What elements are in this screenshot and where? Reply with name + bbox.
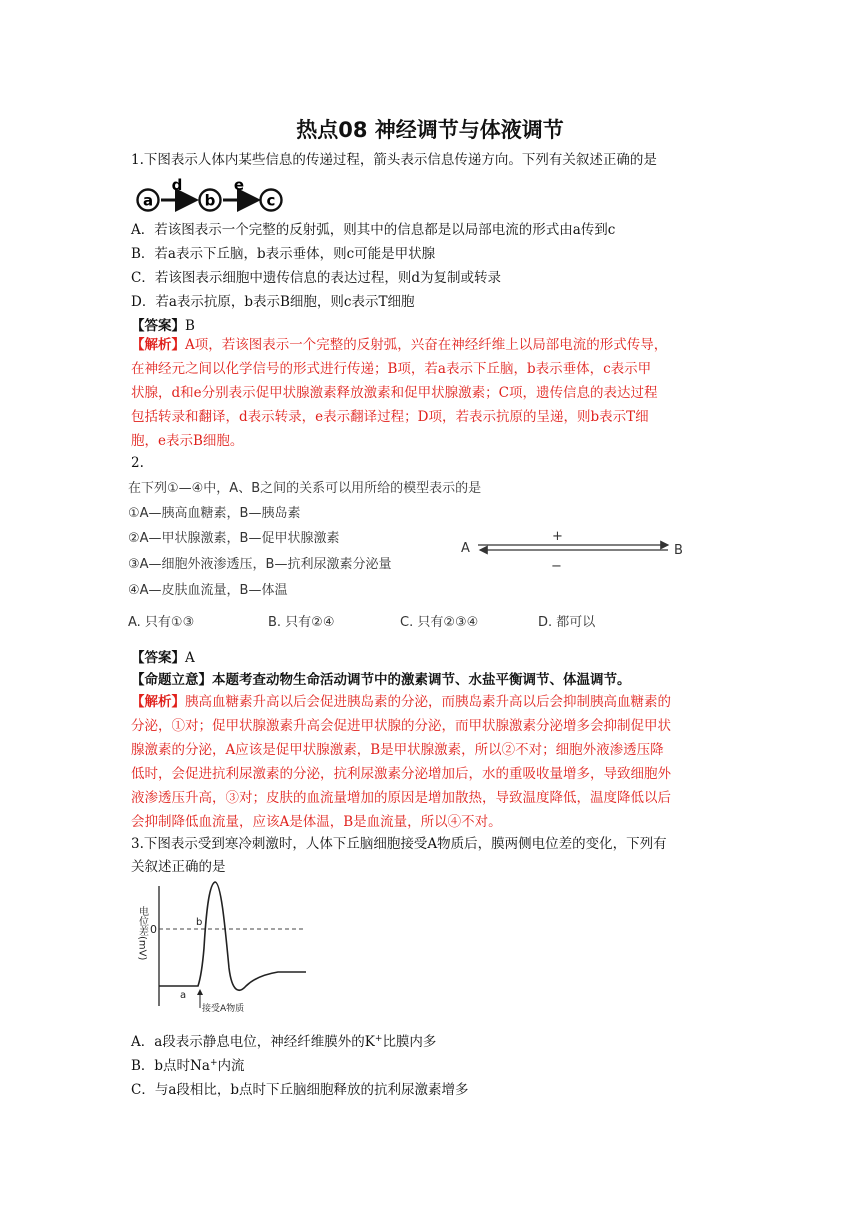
answer-label: 【答案】 [131, 318, 185, 334]
q1-option-b: B．若a表示下丘脑，b表示垂体，则c可能是甲状腺 [131, 246, 436, 262]
node-b: b [204, 191, 216, 210]
scan-item: ④A—皮肤血流量，B—体温 [128, 583, 288, 598]
model-label-b: B [674, 543, 683, 558]
point-b-label: b [196, 917, 203, 928]
stimulus-label: 接受A物质 [202, 1004, 245, 1014]
q3-potential-graph [128, 876, 313, 1016]
answer-value: B [185, 318, 195, 334]
scan-item: ③A—细胞外液渗透压，B—抗利尿激素分泌量 [128, 557, 392, 572]
scan-choice: D. 都可以 [538, 615, 596, 630]
point-a-label: a [180, 990, 187, 1001]
node-a: a [142, 191, 154, 210]
q1-analysis-line: 状腺，d和e分别表示促甲状腺激素释放激素和促甲状腺激素；C项，遗传信息的表达过程 [131, 385, 658, 401]
q1-analysis-line: 胞，e表示B细胞。 [131, 433, 244, 449]
q1-option-a: A．若该图表示一个完整的反射弧，则其中的信息都是以局部电流的形式由a传到c [131, 222, 616, 238]
answer-label: 【答案】 [131, 650, 185, 666]
q2-analysis-line: 液渗透压升高，③对；皮肤的血流量增加的原因是增加散热，导致温度降低，温度降低以后 [131, 790, 671, 806]
q2-intent: 【命题立意】本题考查动物生命活动调节中的激素调节、水盐平衡调节、体温调节。 [131, 672, 631, 688]
q2-number: 2. [131, 455, 144, 471]
scan-choice: A. 只有①③ [128, 615, 195, 630]
model-plus: + [552, 529, 563, 544]
q1-diagram [131, 176, 291, 212]
q1-analysis-line: 【解析】A项，若该图表示一个完整的反射弧，兴奋在神经纤维上以局部电流的形式传导， [131, 337, 668, 353]
answer-value: A [185, 650, 195, 666]
potential-curve [159, 882, 306, 990]
q3-stem: 关叙述正确的是 [131, 859, 226, 875]
q2-analysis-line: 低时，会促进抗利尿激素的分泌，抗利尿激素分泌增加后，水的重吸收量增多，导致细胞外 [131, 766, 671, 782]
node-c: c [266, 191, 276, 210]
q1-option-d: D．若a表示抗原，b表示B细胞，则c表示T细胞 [131, 294, 415, 310]
arrow-label-d: d [171, 176, 183, 194]
q1-analysis-line: 在神经元之间以化学信号的形式进行传递；B项，若a表示下丘脑，b表示垂体，c表示甲 [131, 361, 652, 377]
q2-analysis-line: 【解析】胰高血糖素升高以后会促进胰岛素的分泌，而胰岛素升高以后会抑制胰高血糖素的 [131, 694, 671, 710]
analysis-label: 【解析】 [131, 337, 185, 353]
analysis-label: 【解析】 [131, 694, 185, 710]
scan-choice: B. 只有②④ [268, 615, 335, 630]
q2-analysis-line: 分泌，①对；促甲状腺激素升高会促进甲状腺的分泌，而甲状腺激素分泌增多会抑制促甲状 [131, 718, 671, 734]
model-label-a: A [461, 541, 470, 556]
q2-analysis-line: 腺激素的分泌，A应该是促甲状腺激素，B是甲状腺激素，所以②不对；细胞外液渗透压降 [131, 742, 664, 758]
q3-option-b: B．b点时Na+内流 [131, 1058, 245, 1074]
page-title: 热点08 神经调节与体液调节 [296, 118, 564, 142]
arrow-label-e: e [233, 176, 245, 194]
scan-stem: 在下列①—④中，A、B之间的关系可以用所给的模型表示的是 [128, 481, 482, 496]
scan-item: ①A—胰高血糖素，B—胰岛素 [128, 506, 301, 521]
q1-stem: 1.下图表示人体内某些信息的传递过程，箭头表示信息传递方向。下列有关叙述正确的是 [131, 152, 657, 168]
scan-item: ②A—甲状腺激素，B—促甲状腺激素 [128, 531, 340, 546]
intent-label: 【命题立意】 [131, 672, 212, 688]
q2-analysis-line: 会抑制降低血流量，应该A是体温，B是血流量，所以④不对。 [131, 814, 502, 830]
model-minus: − [551, 559, 562, 574]
scan-choice: C. 只有②③④ [400, 615, 479, 630]
q3-option-c: C．与a段相比，b点时下丘脑细胞释放的抗利尿激素增多 [131, 1082, 469, 1098]
q1-analysis-line: 包括转录和翻译，d表示转录，e表示翻译过程；D项，若表示抗原的呈递，则b表示T细 [131, 409, 649, 425]
q3-stem: 3.下图表示受到寒冷刺激时，人体下丘脑细胞接受A物质后，膜两侧电位差的变化，下列有 [131, 836, 667, 852]
graph-zero: 0 [150, 923, 157, 936]
q3-option-a: A．a段表示静息电位，神经纤维膜外的K+比膜内多 [131, 1034, 437, 1050]
graph-ylabel: 电位差(mV) [136, 906, 148, 961]
q2-answer [131, 646, 195, 670]
q1-option-c: C．若该图表示细胞中遗传信息的表达过程，则d为复制或转录 [131, 270, 501, 286]
q2-scanned-question [128, 474, 700, 636]
